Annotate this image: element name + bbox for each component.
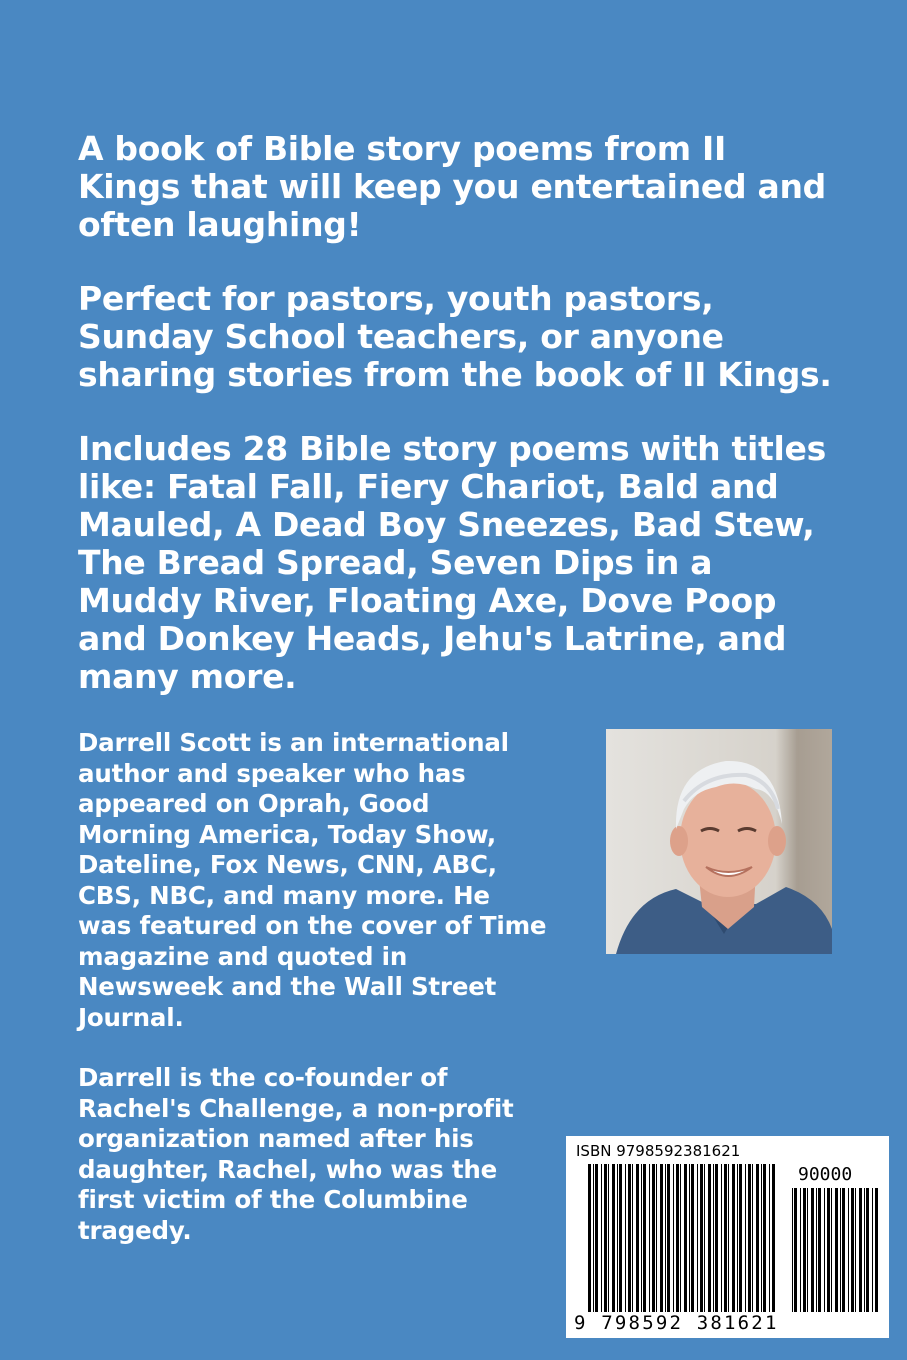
barcode-bar xyxy=(855,1188,856,1312)
barcode-bar xyxy=(748,1164,751,1312)
back-cover-blurb xyxy=(78,130,838,732)
barcode-bar xyxy=(588,1164,591,1312)
barcode-bar xyxy=(811,1188,814,1312)
barcode-bar xyxy=(800,1188,801,1312)
barcode-bar xyxy=(632,1164,633,1312)
price-code: 90000 xyxy=(798,1164,853,1185)
barcode-bar xyxy=(772,1164,775,1312)
barcode-bar xyxy=(816,1188,817,1312)
barcode-bar xyxy=(824,1188,825,1312)
barcode-bar xyxy=(827,1188,830,1312)
barcode-bar xyxy=(660,1164,663,1312)
blurb-paragraph-3: Includes 28 Bible story poems with titles like: Fatal Fall, Fiery Chariot, Bald and Mauled, A Dead Boy Sneezes, Bad Stew, The Bread Spread, Seven Dips in a Muddy River, Floating Axe, Dove Poop and Donkey Heads, Jehu's Latrine, and many more. xyxy=(78,429,826,696)
barcode-bar xyxy=(840,1188,841,1312)
barcode-bar xyxy=(617,1164,618,1312)
barcode-bar xyxy=(803,1188,806,1312)
barcode-bar xyxy=(689,1164,690,1312)
bio-paragraph-1: Darrell Scott is an international author and speaker who has appeared on Oprah, Good Morning America, Today Show, Dateline, Fox News, CNN, ABC, CBS, NBC, and many more. He was featured on the cover of Time magazine and quoted in Newsweek and the Wall Street Journal. xyxy=(78,728,547,1032)
barcode-bar xyxy=(721,1164,722,1312)
barcode-bar xyxy=(700,1164,703,1312)
barcode-bar xyxy=(612,1164,615,1312)
author-photo xyxy=(606,729,832,954)
barcode-bar xyxy=(604,1164,607,1312)
barcode-bar xyxy=(866,1188,869,1312)
barcode-bar xyxy=(864,1188,865,1312)
barcode-bar xyxy=(792,1188,793,1312)
barcode-bar xyxy=(818,1188,821,1312)
barcode-bar xyxy=(752,1164,753,1312)
barcode-bar xyxy=(724,1164,727,1312)
barcode-bar xyxy=(842,1188,845,1312)
barcode-bar xyxy=(848,1188,849,1312)
barcode-bar xyxy=(601,1164,602,1312)
barcode-bar xyxy=(649,1164,650,1312)
barcode-bar xyxy=(691,1164,694,1312)
barcode-bar xyxy=(763,1164,766,1312)
barcode-bar xyxy=(859,1188,862,1312)
barcode-bar xyxy=(656,1164,657,1312)
barcode-bar xyxy=(608,1164,609,1312)
barcode-panel xyxy=(566,1136,889,1338)
barcode-bar xyxy=(708,1164,711,1312)
barcode-bar xyxy=(667,1164,670,1312)
barcode-bar xyxy=(697,1164,698,1312)
barcode-bar xyxy=(595,1164,598,1312)
barcode-bar xyxy=(851,1188,854,1312)
barcode-digits: 9 798592 381621 xyxy=(574,1312,779,1334)
barcode-bar xyxy=(673,1164,674,1312)
barcode-bar xyxy=(761,1164,762,1312)
barcode-bar xyxy=(756,1164,759,1312)
barcode-bar xyxy=(628,1164,631,1312)
blurb-paragraph-1: A book of Bible story poems from II Kings that will keep you entertained and often laughing! xyxy=(78,129,826,244)
barcode-bar xyxy=(619,1164,622,1312)
isbn-label: ISBN 9798592381621 xyxy=(576,1142,741,1160)
barcode-bar xyxy=(794,1188,797,1312)
barcode-bar xyxy=(737,1164,738,1312)
barcode-bar xyxy=(872,1188,873,1312)
author-portrait-image xyxy=(606,729,832,954)
barcode-bar xyxy=(636,1164,639,1312)
barcode-bar xyxy=(732,1164,735,1312)
barcode-bar xyxy=(739,1164,742,1312)
bio-paragraph-2: Darrell is the co-founder of Rachel's Challenge, a non-profit organization named after his daughter, Rachel, who was the first victim of the Columbine tragedy. xyxy=(78,1063,514,1245)
barcode-bar xyxy=(676,1164,679,1312)
barcode-bar xyxy=(684,1164,687,1312)
blurb-paragraph-2: Perfect for pastors, youth pastors, Sunday School teachers, or anyone sharing stories from the book of II Kings. xyxy=(78,279,832,394)
barcode-bar xyxy=(807,1188,808,1312)
barcode-bar xyxy=(835,1188,838,1312)
barcode-bar xyxy=(715,1164,718,1312)
barcode-bar xyxy=(680,1164,681,1312)
barcode-bar xyxy=(831,1188,832,1312)
barcode-bar xyxy=(641,1164,642,1312)
author-bio xyxy=(78,728,548,1276)
barcode-bar xyxy=(875,1188,878,1312)
barcode-bar xyxy=(643,1164,646,1312)
barcode-bar xyxy=(652,1164,655,1312)
barcode-bar xyxy=(625,1164,626,1312)
barcode-bar xyxy=(769,1164,770,1312)
barcode-bar xyxy=(593,1164,594,1312)
barcode-bar xyxy=(728,1164,729,1312)
barcode-bar xyxy=(745,1164,746,1312)
barcode-bar xyxy=(713,1164,714,1312)
barcode-bar xyxy=(665,1164,666,1312)
barcode-bar xyxy=(704,1164,705,1312)
